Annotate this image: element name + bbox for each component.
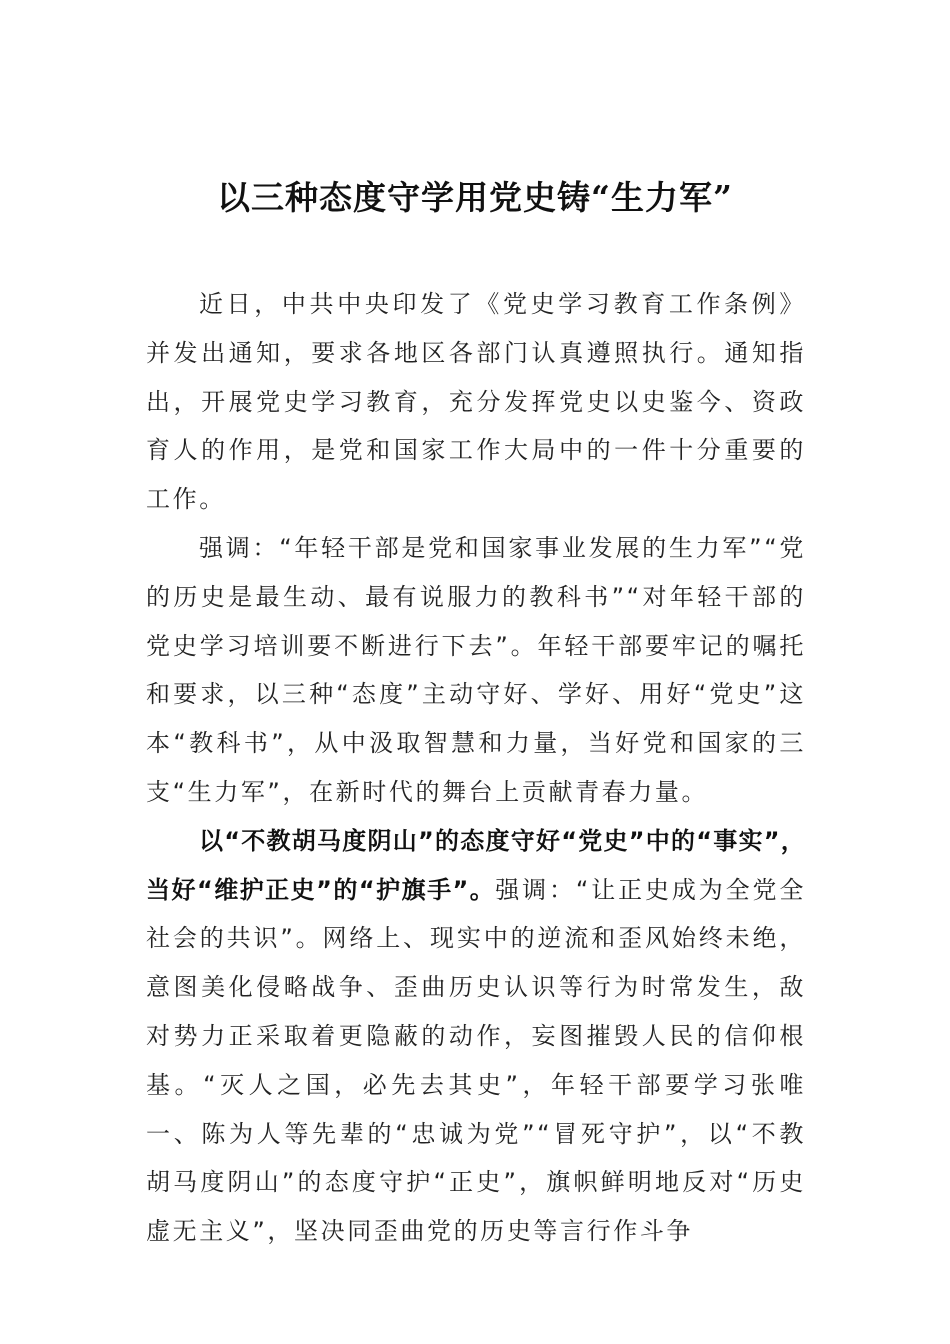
paragraph-1: 近日，中共中央印发了《党史学习教育工作条例》并发出通知，要求各地区各部门认真遵照执行。通知指出，开展党史学习教育，充分发挥党史以史鉴今、资政育人的作用，是党和国家工作大局中的一件十分重要的工作。 [146,290,806,514]
paragraph-2: 强调：“年轻干部是党和国家事业发展的生力军”“党的历史是最生动、最有说服力的教科书”“对年轻干部的党史学习培训要不断进行下去”。年轻干部要牢记的嘱托和要求，以三种“态度”主动守好、学好、用好“党史”这本“教科书”，从中汲取智慧和力量，当好党和国家的三支“生力军”，在新时代的舞台上贡献青春力量。 [146,533,806,806]
document-body [146,280,806,1256]
paragraph-3 [146,817,806,1256]
paragraph-3-text: 强调：“让正史成为全党全社会的共识”。网络上、现实中的逆流和歪风始终未绝，意图美化侵略战争、歪曲历史认识等行为时常发生，敌对势力正采取着更隐蔽的动作，妄图摧毁人民的信仰根基。“灭人之国，必先去其史”，年轻干部要学习张唯一、陈为人等先辈的“忠诚为党”“冒死守护”，以“不教胡马度阴山”的态度守护“正史”，旗帜鲜明地反对“历史虚无主义”，坚决同歪曲党的历史等言行作斗争 [146,875,807,1246]
paragraph-3-heading: 以“不教胡马度阴山”的态度守好“党史”中的“事实”，当好“维护正史”的“护旗手”。 [146,826,806,904]
document-title: 以三种态度守学用党史铸“生力军” [217,178,733,217]
